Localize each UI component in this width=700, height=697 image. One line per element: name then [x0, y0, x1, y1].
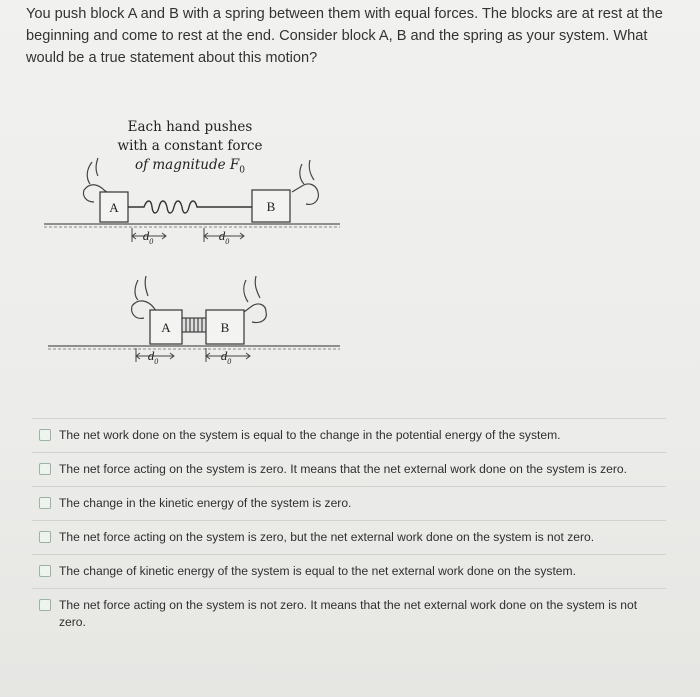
option-1[interactable]	[32, 418, 666, 452]
top-block-a-label: A	[109, 200, 119, 215]
spring-blocks-figure	[40, 110, 350, 380]
answer-options	[32, 418, 666, 639]
bottom-spring	[182, 318, 206, 332]
top-dist-left-label: $d_0$	[142, 228, 154, 246]
figure-caption	[110, 118, 270, 181]
option-6-label: The net force acting on the system is not zero. It means that the net external work done on the system is not zero.	[59, 598, 638, 629]
option-2[interactable]	[32, 452, 666, 486]
bottom-dist-right-label: $d_0$	[220, 348, 232, 366]
option-4-checkbox[interactable]	[39, 531, 51, 543]
top-block-b-label: B	[266, 199, 276, 214]
bottom-right-hand-icon	[244, 276, 266, 323]
bottom-dist-left-label: $d_0$	[147, 348, 159, 366]
bottom-block-b-label: B	[220, 320, 230, 335]
bottom-block-a-label: A	[161, 320, 171, 335]
option-1-checkbox[interactable]	[39, 429, 51, 441]
option-1-label: The net work done on the system is equal to the change in the potential energy of the system.	[59, 428, 561, 442]
option-6[interactable]	[32, 588, 666, 639]
option-5-checkbox[interactable]	[39, 565, 51, 577]
option-5[interactable]	[32, 554, 666, 588]
caption-line-3: of magnitude $F_0$	[134, 157, 246, 176]
option-2-checkbox[interactable]	[39, 463, 51, 475]
question-text: You push block A and B with a spring between them with equal forces. The blocks are at rest at the beginning and come to rest at the end. Consider block A, B and the spring as your system. What would be a true statement about this motion?	[26, 6, 663, 66]
top-dist-right-label: $d_0$	[218, 228, 230, 246]
caption-line-2: with a constant force	[117, 138, 263, 154]
option-6-checkbox[interactable]	[39, 599, 51, 611]
option-4[interactable]	[32, 520, 666, 554]
option-3[interactable]	[32, 486, 666, 520]
option-4-label: The net force acting on the system is zero, but the net external work done on the system is not zero.	[59, 530, 595, 544]
option-2-label: The net force acting on the system is zero. It means that the net external work done on the system is zero.	[59, 462, 628, 476]
option-5-label: The change of kinetic energy of the system is equal to the net external work done on the system.	[59, 564, 576, 578]
option-3-label: The change in the kinetic energy of the system is zero.	[59, 496, 352, 510]
top-right-hand-icon	[292, 160, 318, 204]
option-3-checkbox[interactable]	[39, 497, 51, 509]
top-spring	[128, 201, 252, 213]
bottom-scene	[48, 276, 340, 366]
caption-line-1: Each hand pushes	[127, 119, 253, 135]
